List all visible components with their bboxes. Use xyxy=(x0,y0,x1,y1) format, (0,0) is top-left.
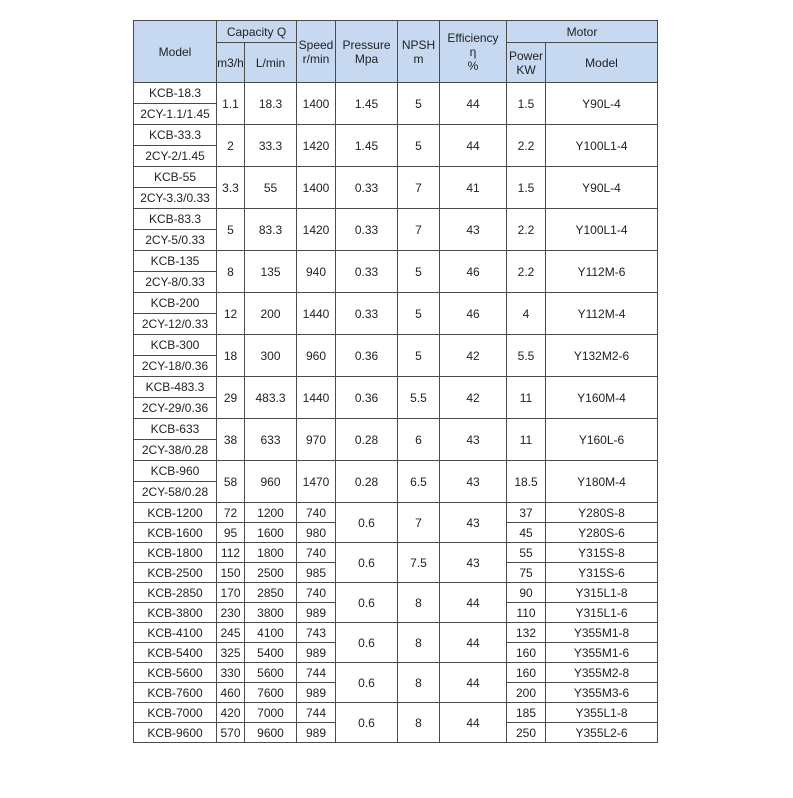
cell-npsh: 6 xyxy=(398,419,440,461)
cell-speed: 744 xyxy=(297,663,336,683)
cell-capacity-lmin: 135 xyxy=(245,251,297,293)
cell-motor-power: 200 xyxy=(507,683,546,703)
cell-motor-model: Y315L1-6 xyxy=(546,603,658,623)
cell-pressure: 0.6 xyxy=(336,543,398,583)
cell-model: KCB-1200 xyxy=(134,503,217,523)
cell-pressure: 0.36 xyxy=(336,335,398,377)
cell-motor-model: Y355L2-6 xyxy=(546,723,658,743)
cell-npsh: 8 xyxy=(398,623,440,663)
cell-speed: 989 xyxy=(297,683,336,703)
cell-speed: 1440 xyxy=(297,293,336,335)
cell-motor-model: Y315S-6 xyxy=(546,563,658,583)
table-row xyxy=(134,83,658,104)
cell-motor-power: 45 xyxy=(507,523,546,543)
cell-npsh: 7.5 xyxy=(398,543,440,583)
cell-capacity-lmin: 83.3 xyxy=(245,209,297,251)
cell-capacity-lmin: 960 xyxy=(245,461,297,503)
cell-motor-model: Y90L-4 xyxy=(546,83,658,125)
header-motor-model: Model xyxy=(546,43,658,83)
header-model: Model xyxy=(134,21,217,83)
header-efficiency-unit: % xyxy=(467,58,479,73)
cell-efficiency: 42 xyxy=(440,377,507,419)
cell-speed: 985 xyxy=(297,563,336,583)
cell-motor-model: Y280S-8 xyxy=(546,503,658,523)
cell-capacity-m3h: 12 xyxy=(217,293,245,335)
cell-efficiency: 44 xyxy=(440,125,507,167)
cell-model: KCB-33.3 xyxy=(134,125,217,146)
cell-model-alt: 2CY-2/1.45 xyxy=(134,146,217,167)
cell-motor-model: Y132M2-6 xyxy=(546,335,658,377)
cell-speed: 1400 xyxy=(297,83,336,125)
pump-spec-table xyxy=(133,20,658,743)
header-efficiency-label: Efficiency xyxy=(447,30,499,45)
cell-motor-model: Y315S-8 xyxy=(546,543,658,563)
cell-motor-model: Y355M1-6 xyxy=(546,643,658,663)
cell-motor-power: 185 xyxy=(507,703,546,723)
cell-efficiency: 44 xyxy=(440,83,507,125)
table-row xyxy=(134,419,658,440)
cell-capacity-m3h: 72 xyxy=(217,503,245,523)
cell-capacity-lmin: 300 xyxy=(245,335,297,377)
cell-motor-power: 5.5 xyxy=(507,335,546,377)
cell-motor-model: Y100L1-4 xyxy=(546,125,658,167)
cell-npsh: 8 xyxy=(398,583,440,623)
table-row xyxy=(134,293,658,314)
cell-model-alt: 2CY-12/0.33 xyxy=(134,314,217,335)
cell-speed: 989 xyxy=(297,723,336,743)
header-motor-power xyxy=(507,43,546,83)
cell-speed: 989 xyxy=(297,643,336,663)
cell-capacity-lmin: 633 xyxy=(245,419,297,461)
cell-pressure: 0.6 xyxy=(336,663,398,703)
cell-speed: 1400 xyxy=(297,167,336,209)
cell-model: KCB-633 xyxy=(134,419,217,440)
cell-model-alt: 2CY-5/0.33 xyxy=(134,230,217,251)
header-npsh-label: NPSH xyxy=(401,37,436,52)
cell-pressure: 0.6 xyxy=(336,503,398,543)
cell-capacity-lmin: 200 xyxy=(245,293,297,335)
header-npsh-unit: m xyxy=(413,51,424,66)
cell-model: KCB-960 xyxy=(134,461,217,482)
cell-motor-model: Y280S-6 xyxy=(546,523,658,543)
cell-speed: 744 xyxy=(297,703,336,723)
cell-efficiency: 42 xyxy=(440,335,507,377)
cell-motor-power: 37 xyxy=(507,503,546,523)
cell-model-alt: 2CY-58/0.28 xyxy=(134,482,217,503)
cell-capacity-lmin: 1800 xyxy=(245,543,297,563)
cell-motor-power: 11 xyxy=(507,377,546,419)
cell-efficiency: 44 xyxy=(440,623,507,663)
cell-motor-power: 1.5 xyxy=(507,167,546,209)
cell-pressure: 0.6 xyxy=(336,703,398,743)
cell-speed: 740 xyxy=(297,583,336,603)
cell-efficiency: 46 xyxy=(440,251,507,293)
cell-motor-model: Y112M-6 xyxy=(546,251,658,293)
cell-capacity-m3h: 58 xyxy=(217,461,245,503)
table-row xyxy=(134,703,658,723)
cell-speed: 989 xyxy=(297,603,336,623)
cell-motor-power: 1.5 xyxy=(507,83,546,125)
cell-capacity-lmin: 18.3 xyxy=(245,83,297,125)
cell-capacity-lmin: 5400 xyxy=(245,643,297,663)
header-capacity-m3h: m3/h xyxy=(217,43,245,83)
cell-speed: 1420 xyxy=(297,209,336,251)
cell-efficiency: 41 xyxy=(440,167,507,209)
cell-efficiency: 44 xyxy=(440,703,507,743)
cell-motor-power: 132 xyxy=(507,623,546,643)
cell-capacity-m3h: 170 xyxy=(217,583,245,603)
cell-motor-power: 55 xyxy=(507,543,546,563)
cell-model: KCB-5600 xyxy=(134,663,217,683)
cell-model: KCB-483.3 xyxy=(134,377,217,398)
cell-efficiency: 43 xyxy=(440,461,507,503)
cell-speed: 740 xyxy=(297,543,336,563)
cell-capacity-m3h: 570 xyxy=(217,723,245,743)
cell-efficiency: 43 xyxy=(440,543,507,583)
cell-model: KCB-2500 xyxy=(134,563,217,583)
cell-capacity-lmin: 4100 xyxy=(245,623,297,643)
cell-capacity-m3h: 112 xyxy=(217,543,245,563)
cell-model: KCB-7000 xyxy=(134,703,217,723)
cell-motor-power: 2.2 xyxy=(507,125,546,167)
cell-capacity-m3h: 29 xyxy=(217,377,245,419)
table-header xyxy=(134,21,658,83)
cell-model: KCB-18.3 xyxy=(134,83,217,104)
cell-model-alt: 2CY-1.1/1.45 xyxy=(134,104,217,125)
cell-capacity-m3h: 1.1 xyxy=(217,83,245,125)
table-row xyxy=(134,251,658,272)
cell-capacity-m3h: 2 xyxy=(217,125,245,167)
cell-efficiency: 43 xyxy=(440,503,507,543)
cell-efficiency: 43 xyxy=(440,209,507,251)
cell-model: KCB-7600 xyxy=(134,683,217,703)
cell-speed: 1470 xyxy=(297,461,336,503)
cell-npsh: 6.5 xyxy=(398,461,440,503)
cell-pressure: 0.6 xyxy=(336,583,398,623)
header-motor-power-unit: KW xyxy=(516,62,536,77)
cell-motor-model: Y160M-4 xyxy=(546,377,658,419)
table-row xyxy=(134,335,658,356)
cell-capacity-m3h: 95 xyxy=(217,523,245,543)
cell-model: KCB-9600 xyxy=(134,723,217,743)
cell-capacity-lmin: 9600 xyxy=(245,723,297,743)
cell-capacity-m3h: 8 xyxy=(217,251,245,293)
header-motor: Motor xyxy=(507,21,658,43)
cell-model: KCB-200 xyxy=(134,293,217,314)
header-speed-unit: r/min xyxy=(302,51,330,66)
cell-motor-power: 160 xyxy=(507,643,546,663)
cell-capacity-lmin: 1600 xyxy=(245,523,297,543)
cell-npsh: 5.5 xyxy=(398,377,440,419)
cell-capacity-lmin: 7000 xyxy=(245,703,297,723)
cell-pressure: 1.45 xyxy=(336,125,398,167)
cell-capacity-lmin: 55 xyxy=(245,167,297,209)
cell-capacity-lmin: 3800 xyxy=(245,603,297,623)
cell-motor-power: 90 xyxy=(507,583,546,603)
cell-motor-power: 2.2 xyxy=(507,251,546,293)
cell-capacity-m3h: 420 xyxy=(217,703,245,723)
cell-model: KCB-55 xyxy=(134,167,217,188)
cell-motor-power: 11 xyxy=(507,419,546,461)
cell-efficiency: 44 xyxy=(440,583,507,623)
header-capacity-lmin: L/min xyxy=(245,43,297,83)
cell-motor-power: 110 xyxy=(507,603,546,623)
table-row xyxy=(134,663,658,683)
cell-npsh: 5 xyxy=(398,83,440,125)
cell-capacity-lmin: 2500 xyxy=(245,563,297,583)
cell-motor-power: 250 xyxy=(507,723,546,743)
cell-motor-model: Y355M2-8 xyxy=(546,663,658,683)
cell-model-alt: 2CY-29/0.36 xyxy=(134,398,217,419)
cell-capacity-m3h: 325 xyxy=(217,643,245,663)
header-npsh xyxy=(398,21,440,83)
header-pressure xyxy=(336,21,398,83)
cell-pressure: 0.28 xyxy=(336,461,398,503)
cell-npsh: 7 xyxy=(398,167,440,209)
cell-capacity-m3h: 150 xyxy=(217,563,245,583)
header-capacity: Capacity Q xyxy=(217,21,297,43)
cell-speed: 743 xyxy=(297,623,336,643)
cell-motor-model: Y355M3-6 xyxy=(546,683,658,703)
table-row xyxy=(134,125,658,146)
header-speed xyxy=(297,21,336,83)
cell-model: KCB-2850 xyxy=(134,583,217,603)
table-row xyxy=(134,461,658,482)
cell-capacity-m3h: 3.3 xyxy=(217,167,245,209)
cell-speed: 980 xyxy=(297,523,336,543)
header-efficiency-symbol: η xyxy=(469,44,477,59)
cell-capacity-m3h: 5 xyxy=(217,209,245,251)
cell-npsh: 8 xyxy=(398,703,440,743)
cell-efficiency: 43 xyxy=(440,419,507,461)
cell-model: KCB-135 xyxy=(134,251,217,272)
table-row xyxy=(134,167,658,188)
header-pressure-label: Pressure xyxy=(342,37,391,52)
cell-motor-model: Y112M-4 xyxy=(546,293,658,335)
header-speed-label: Speed xyxy=(298,37,334,52)
cell-model-alt: 2CY-3.3/0.33 xyxy=(134,188,217,209)
cell-motor-power: 2.2 xyxy=(507,209,546,251)
cell-pressure: 0.33 xyxy=(336,167,398,209)
cell-efficiency: 44 xyxy=(440,663,507,703)
cell-capacity-lmin: 7600 xyxy=(245,683,297,703)
cell-model: KCB-3800 xyxy=(134,603,217,623)
cell-capacity-m3h: 18 xyxy=(217,335,245,377)
table-body xyxy=(134,83,658,743)
cell-speed: 970 xyxy=(297,419,336,461)
cell-motor-model: Y100L1-4 xyxy=(546,209,658,251)
cell-npsh: 5 xyxy=(398,251,440,293)
cell-motor-model: Y160L-6 xyxy=(546,419,658,461)
cell-capacity-lmin: 5600 xyxy=(245,663,297,683)
cell-motor-power: 160 xyxy=(507,663,546,683)
cell-motor-power: 18.5 xyxy=(507,461,546,503)
cell-model: KCB-5400 xyxy=(134,643,217,663)
cell-model: KCB-1600 xyxy=(134,523,217,543)
cell-npsh: 5 xyxy=(398,293,440,335)
cell-npsh: 7 xyxy=(398,503,440,543)
cell-capacity-m3h: 245 xyxy=(217,623,245,643)
cell-capacity-m3h: 330 xyxy=(217,663,245,683)
cell-speed: 740 xyxy=(297,503,336,523)
cell-npsh: 5 xyxy=(398,125,440,167)
table-row xyxy=(134,377,658,398)
cell-speed: 1440 xyxy=(297,377,336,419)
cell-capacity-m3h: 38 xyxy=(217,419,245,461)
cell-motor-model: Y355M1-8 xyxy=(546,623,658,643)
cell-efficiency: 46 xyxy=(440,293,507,335)
cell-pressure: 0.36 xyxy=(336,377,398,419)
cell-motor-model: Y180M-4 xyxy=(546,461,658,503)
cell-model-alt: 2CY-38/0.28 xyxy=(134,440,217,461)
cell-speed: 940 xyxy=(297,251,336,293)
cell-pressure: 0.33 xyxy=(336,251,398,293)
table-row xyxy=(134,543,658,563)
table-row xyxy=(134,583,658,603)
cell-motor-model: Y315L1-8 xyxy=(546,583,658,603)
cell-npsh: 7 xyxy=(398,209,440,251)
header-motor-power-label: Power xyxy=(508,48,543,63)
cell-model-alt: 2CY-18/0.36 xyxy=(134,356,217,377)
cell-capacity-lmin: 2850 xyxy=(245,583,297,603)
cell-pressure: 0.6 xyxy=(336,623,398,663)
table-row xyxy=(134,503,658,523)
header-efficiency xyxy=(440,21,507,83)
cell-model: KCB-4100 xyxy=(134,623,217,643)
cell-model: KCB-83.3 xyxy=(134,209,217,230)
cell-motor-model: Y355L1-8 xyxy=(546,703,658,723)
cell-motor-model: Y90L-4 xyxy=(546,167,658,209)
cell-motor-power: 75 xyxy=(507,563,546,583)
cell-capacity-m3h: 460 xyxy=(217,683,245,703)
cell-speed: 1420 xyxy=(297,125,336,167)
cell-pressure: 0.28 xyxy=(336,419,398,461)
cell-npsh: 5 xyxy=(398,335,440,377)
cell-capacity-lmin: 33.3 xyxy=(245,125,297,167)
cell-capacity-lmin: 1200 xyxy=(245,503,297,523)
cell-capacity-lmin: 483.3 xyxy=(245,377,297,419)
table-row xyxy=(134,209,658,230)
cell-pressure: 0.33 xyxy=(336,209,398,251)
cell-model: KCB-300 xyxy=(134,335,217,356)
cell-model-alt: 2CY-8/0.33 xyxy=(134,272,217,293)
cell-speed: 960 xyxy=(297,335,336,377)
cell-pressure: 0.33 xyxy=(336,293,398,335)
cell-pressure: 1.45 xyxy=(336,83,398,125)
cell-capacity-m3h: 230 xyxy=(217,603,245,623)
table-row xyxy=(134,623,658,643)
cell-motor-power: 4 xyxy=(507,293,546,335)
header-pressure-unit: Mpa xyxy=(354,51,379,66)
cell-npsh: 8 xyxy=(398,663,440,703)
cell-model: KCB-1800 xyxy=(134,543,217,563)
